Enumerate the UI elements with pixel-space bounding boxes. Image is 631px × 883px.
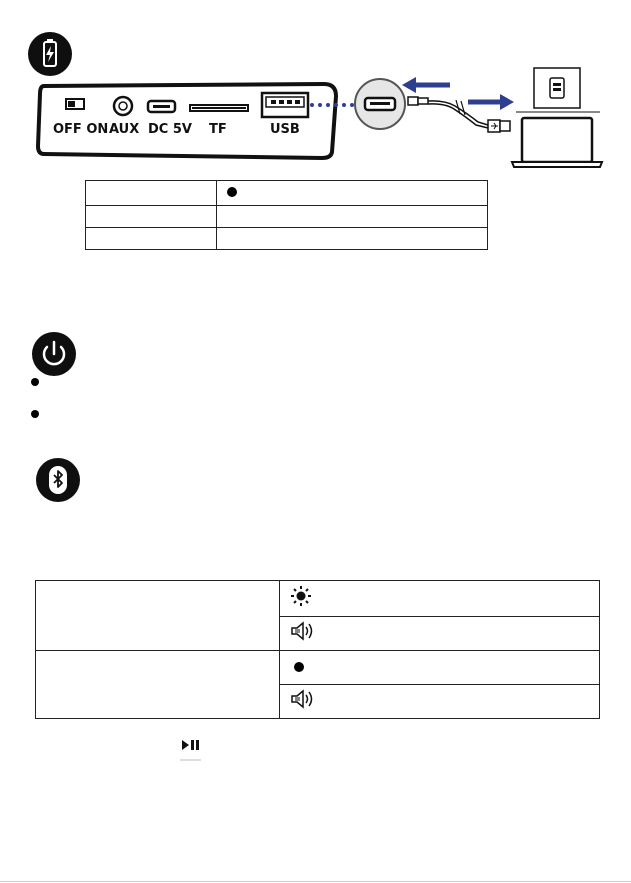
speaker-sound-icon bbox=[290, 689, 318, 709]
micro-usb-zoom-icon bbox=[354, 78, 406, 130]
battery-charging-icon bbox=[28, 32, 72, 76]
charging-indicator-table bbox=[85, 180, 488, 250]
play-pause-icon bbox=[180, 738, 202, 762]
speaker-sound-icon bbox=[290, 621, 318, 641]
dotted-connection-line bbox=[308, 101, 360, 109]
light-on-dot-icon bbox=[294, 662, 304, 672]
page-bottom-line bbox=[0, 881, 631, 882]
light-flash-icon bbox=[290, 585, 312, 607]
dc-5v-label: DC 5V bbox=[148, 122, 192, 137]
table-row bbox=[36, 581, 600, 617]
aux-label: AUX bbox=[109, 122, 140, 137]
table-row bbox=[86, 228, 488, 250]
tf-label: TF bbox=[209, 122, 227, 137]
bluetooth-icon bbox=[36, 458, 80, 502]
bullet-dot-icon bbox=[31, 410, 39, 418]
table-row bbox=[36, 651, 600, 685]
red-light-dot-icon bbox=[227, 187, 237, 197]
power-icon bbox=[32, 332, 76, 376]
table-row bbox=[86, 206, 488, 228]
laptop-icon bbox=[508, 66, 608, 170]
table-row bbox=[86, 181, 488, 206]
bullet-dot-icon bbox=[31, 378, 39, 386]
usb-label: USB bbox=[270, 122, 300, 137]
light-sound-indicator-table bbox=[35, 580, 600, 719]
switch-label: OFF ON bbox=[53, 122, 109, 137]
